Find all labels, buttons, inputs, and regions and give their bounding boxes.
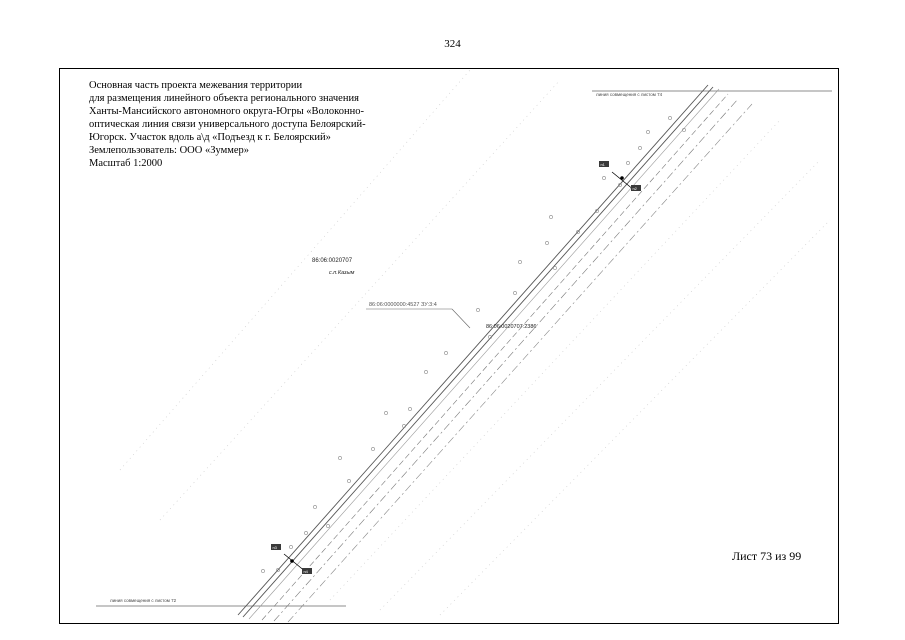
- survey-marks: [261, 116, 685, 572]
- title-line: Югорск. Участок вдоль а\д «Подъезд к г. Белоярский»: [89, 132, 331, 143]
- title-line: Основная часть проекта межевания территории: [89, 80, 303, 91]
- background-dotted-lines: [120, 70, 830, 615]
- point-label: п1: [600, 162, 605, 167]
- title-line: оптическая линия связи универсального доступа Белоярский-: [89, 119, 366, 130]
- boundary-point-top: [620, 176, 624, 180]
- title-line: для размещения линейного объекта регионального значения: [89, 93, 359, 104]
- point-label: п4: [303, 569, 308, 574]
- road-parcel-leader-diag: [452, 309, 470, 328]
- match-line-bottom-label: линия совмещения с листом 72: [110, 598, 177, 603]
- road-corridor: [238, 85, 752, 622]
- boundary-top: [612, 172, 634, 190]
- point-label: п2: [632, 186, 637, 191]
- boundary-point-bottom: [290, 559, 294, 563]
- title-line: Ханты-Мансийского автономного округа-Югры «Волоконно-: [89, 106, 364, 117]
- page-number: 324: [444, 38, 461, 50]
- parcel-label: 86:06:0020707: [312, 258, 353, 264]
- cable-parcel-label: 86:06:0020707:2386: [486, 324, 537, 330]
- settlement-label: с.п.Казым: [329, 270, 355, 276]
- road-parcel-label: 86:06:0000000:4527 ЗУ:3:4: [369, 302, 437, 308]
- scale-label: Масштаб 1:2000: [89, 158, 163, 169]
- point-label: п3: [272, 545, 277, 550]
- match-line-top-label: линия совмещения с листом 74: [596, 92, 663, 97]
- sheet-number: Лист 73 из 99: [732, 549, 802, 563]
- land-user: Землепользователь: ООО «Зуммер»: [89, 145, 250, 156]
